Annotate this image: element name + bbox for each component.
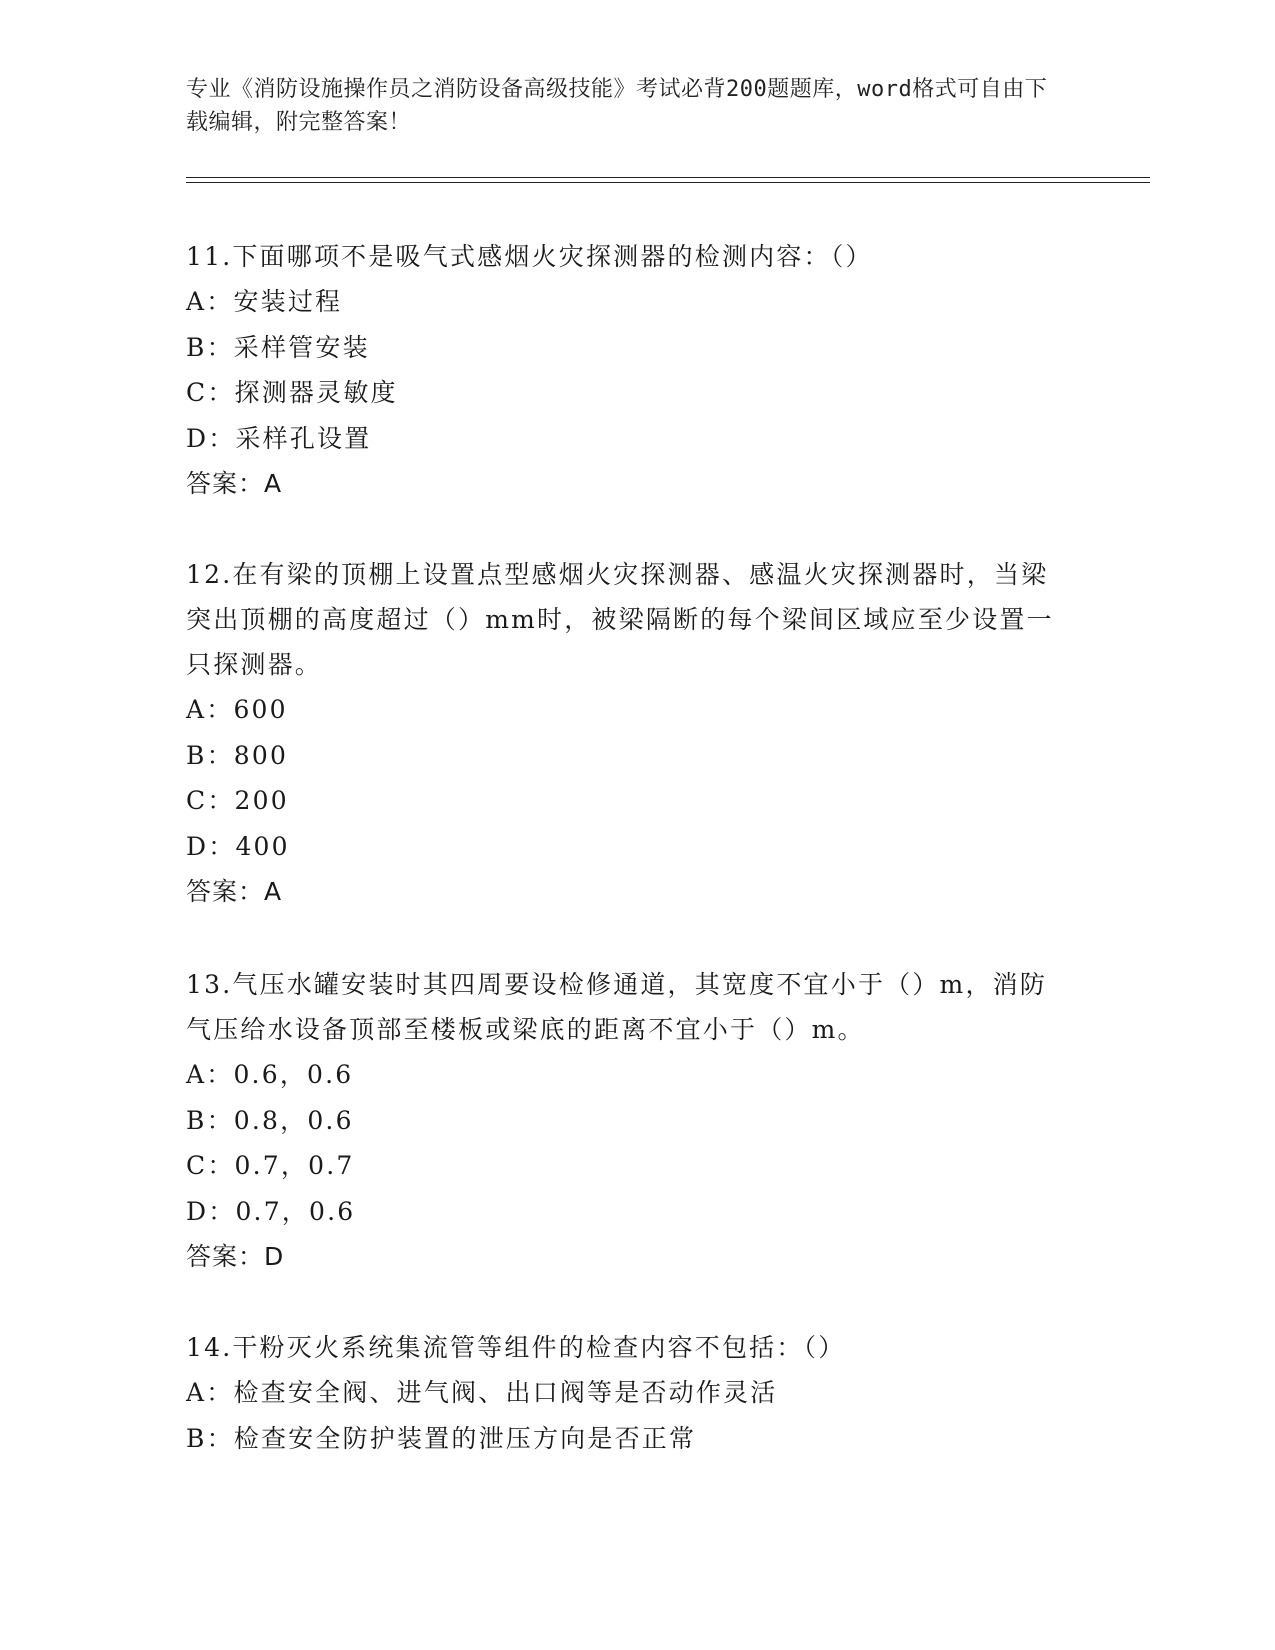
header-divider-bottom [186, 182, 1150, 183]
question-stem: 12.在有梁的顶棚上设置点型感烟火灾探测器、感温火灾探测器时，当梁突出顶棚的高度超过（）mm时，被梁隔断的每个梁间区域应至少设置一只探测器。 [186, 560, 1054, 679]
answer: 答案：D [186, 1242, 285, 1271]
question-stem: 13.气压水罐安装时其四周要设检修通道，其宽度不宜小于（）m，消防气压给水设备顶部至楼板或梁底的距离不宜小于（）m。 [186, 970, 1048, 1044]
question-12 [186, 552, 1066, 915]
option-d: D：0.7，0.6 [186, 1196, 356, 1226]
option-b: B：0.8，0.6 [186, 1105, 354, 1135]
option-b: B：检查安全防护装置的泄压方向是否正常 [186, 1423, 697, 1453]
question-14 [186, 1325, 1066, 1461]
question-13 [186, 962, 1066, 1280]
option-d: D：采样孔设置 [186, 423, 372, 453]
option-c: C：探测器灵敏度 [186, 378, 398, 407]
answer: 答案：A [186, 469, 283, 498]
question-stem: 14.干粉灭火系统集流管等组件的检查内容不包括：（） [186, 1333, 846, 1362]
option-a: A：安装过程 [186, 287, 343, 316]
option-b: B：800 [186, 740, 289, 770]
option-a: A：检查安全阀、进气阀、出口阀等是否动作灵活 [186, 1378, 778, 1407]
option-a: A：600 [186, 695, 288, 724]
header-divider-top [186, 177, 1150, 178]
option-c: C：200 [186, 786, 289, 815]
answer: 答案：A [186, 877, 283, 906]
option-b: B：采样管安装 [186, 332, 370, 362]
question-stem: 11.下面哪项不是吸气式感烟火灾探测器的检测内容：（） [186, 242, 873, 271]
option-a: A：0.6，0.6 [186, 1060, 354, 1089]
document-header: 专业《消防设施操作员之消防设备高级技能》考试必背200题题库，word格式可自由下载编辑，附完整答案！ [186, 77, 1048, 135]
option-c: C：0.7，0.7 [186, 1151, 355, 1180]
option-d: D：400 [186, 831, 290, 861]
question-11 [186, 234, 1066, 507]
